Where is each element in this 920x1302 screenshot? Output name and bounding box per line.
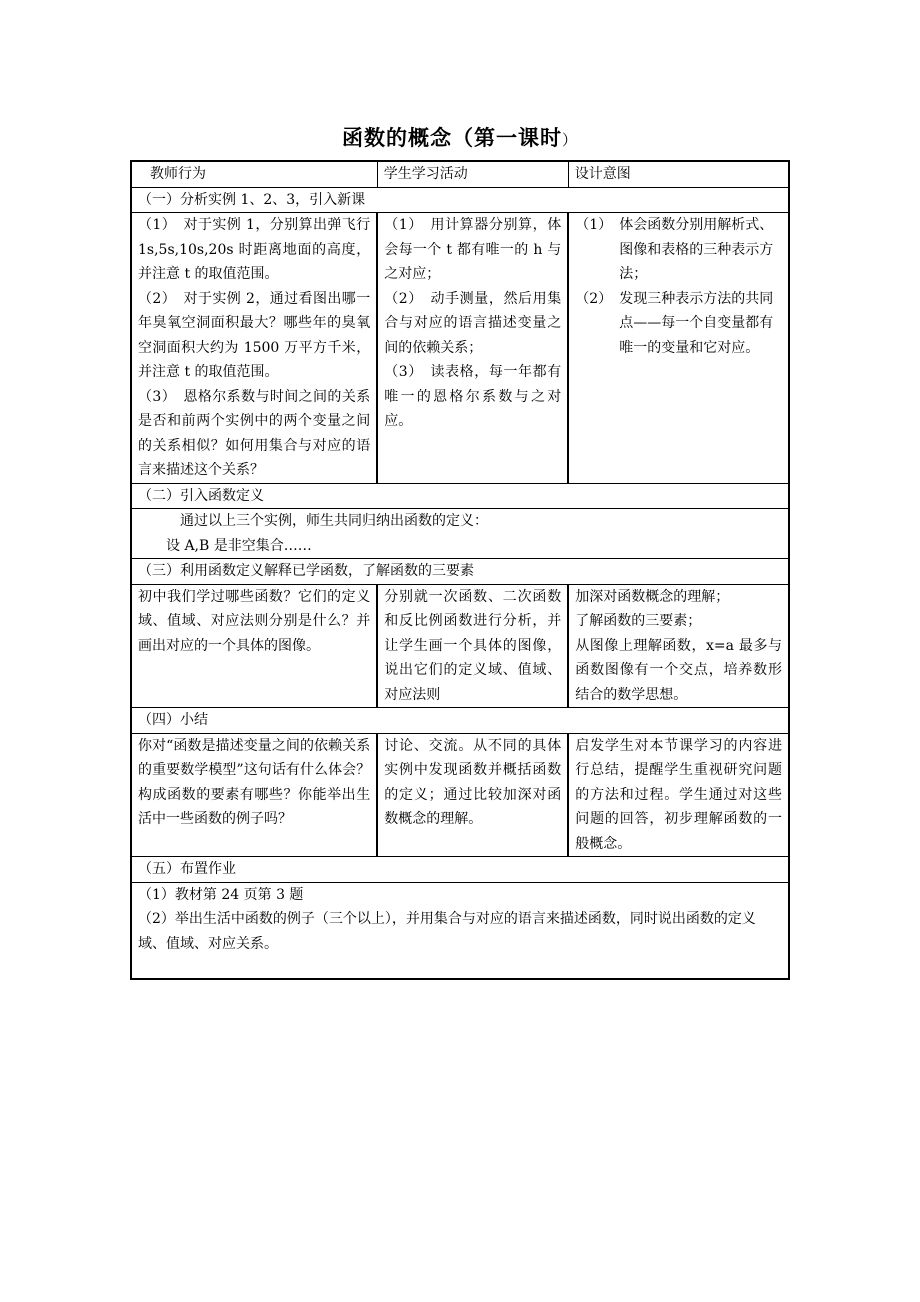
row3-teacher-cell <box>131 584 377 708</box>
header-teacher: 教师行为 <box>131 161 377 187</box>
row2-line-1: 通过以上三个实例，师生共同归纳出函数的定义： <box>180 513 488 529</box>
row1-design-text-2: 发现三种表示方法的共同点——每一个自变量都有唯一的变量和它对应。 <box>619 290 774 356</box>
header-row <box>131 161 789 187</box>
row3-design-line-1: 加深对函数概念的理解； <box>575 588 730 605</box>
row4-student-text: 讨论、交流。从不同的具体实例中发现函数并概括函数的定义；通过比较加深对函数概念的理解。 <box>384 737 562 827</box>
content-row-1 <box>131 213 789 484</box>
header-student: 学生学习活动 <box>377 161 568 187</box>
row3-design-line-3: 从图像上理解函数，x=a 最多与函数图像有一个交点，培养数形结合的数学思想。 <box>575 637 782 703</box>
content-row-4 <box>131 733 789 857</box>
title-text: 函数的概念（第一课时 <box>341 125 562 150</box>
row5-blank-space <box>138 956 782 978</box>
row1-student-item-1: （1） 用计算器分别算，体会每一个 t 都有唯一的 h 与之对应； <box>384 217 562 282</box>
row1-design-num-2: （2） <box>575 290 613 307</box>
row4-design-text: 启发学生对本节课学习的内容进行总结，提醒学生重视研究问题的方法和过程。学生通过对这些问题的回答，初步理解函数的一般概念。 <box>575 737 782 852</box>
row4-teacher-cell <box>131 733 377 857</box>
page-title <box>0 122 920 152</box>
row1-student-cell <box>377 213 568 484</box>
row2-cell <box>131 509 789 559</box>
header-design: 设计意图 <box>568 161 789 187</box>
row2-line-2: 设 A,B 是非空集合…… <box>166 537 312 554</box>
section-title-5: （五）布置作业 <box>131 857 789 883</box>
row3-student-text: 分别就一次函数、二次函数和反比例函数进行分析，并让学生画一个具体的图像，说出它们的定义域、值域、对应法则 <box>384 588 562 703</box>
row1-design-item-2 <box>575 287 782 361</box>
row1-design-num-1: （1） <box>575 217 613 233</box>
content-row-5 <box>131 882 789 979</box>
row3-design-cell <box>568 584 789 708</box>
content-row-2 <box>131 509 789 559</box>
section-row-2 <box>131 483 789 509</box>
section-row-5 <box>131 857 789 883</box>
section-row-1 <box>131 187 789 213</box>
section-row-4 <box>131 708 789 734</box>
row1-design-text-1: 体会函数分别用解析式、图像和表格的三种表示方法； <box>619 217 774 282</box>
row3-teacher-text: 初中我们学过哪些函数？它们的定义域、值域、对应法则分别是什么？并画出对应的一个具体的图像。 <box>138 588 371 654</box>
row4-student-cell <box>377 733 568 857</box>
row1-teacher-cell <box>131 213 377 484</box>
row1-teacher-item-3: （3） 恩格尔系数与时间之间的关系是否和前两个实例中的两个变量之间的关系相似？如何用集合与对应的语言来描述这个关系？ <box>138 388 371 478</box>
row1-design-item-1 <box>575 213 782 287</box>
section-title-1: （一）分析实例 1、2、3，引入新课 <box>131 187 789 213</box>
row5-line-1: （1）教材第 24 页第 3 题 <box>138 886 304 903</box>
content-row-3 <box>131 584 789 708</box>
row1-student-item-2: （2） 动手测量，然后用集合与对应的语言描述变量之间的依赖关系； <box>384 290 562 356</box>
section-title-2: （二）引入函数定义 <box>131 483 789 509</box>
section-row-3 <box>131 559 789 585</box>
row1-teacher-item-2: （2） 对于实例 2，通过看图出哪一年臭氧空洞面积最大？哪些年的臭氧空洞面积大约为 1500 万平方千米，并注意 t 的取值范围。 <box>138 290 371 380</box>
title-close-paren: ） <box>561 131 578 149</box>
row4-teacher-text: 你对“函数是描述变量之间的依赖关系的重要数学模型”这句话有什么体会？构成函数的要素有哪些？你能举出生活中一些函数的例子吗？ <box>138 737 371 827</box>
row3-design-line-2: 了解函数的三要素； <box>575 613 702 629</box>
row3-student-cell <box>377 584 568 708</box>
row5-line-2: （2）举出生活中函数的例子（三个以上），并用集合与对应的语言来描述函数，同时说出函数的定义域、值域、对应关系。 <box>138 911 756 952</box>
row1-student-item-3: （3） 读表格，每一年都有唯一的恩格尔系数与之对应。 <box>384 364 562 429</box>
row5-cell <box>131 882 789 979</box>
lesson-plan-table <box>130 160 790 980</box>
section-title-3: （三）利用函数定义解释已学函数，了解函数的三要素 <box>131 559 789 585</box>
row1-design-cell <box>568 213 789 484</box>
row1-teacher-item-1: （1） 对于实例 1，分别算出弹飞行 1s,5s,10s,20s 时距离地面的高度，并注意 t 的取值范围。 <box>138 217 371 282</box>
section-title-4: （四）小结 <box>131 708 789 734</box>
row4-design-cell <box>568 733 789 857</box>
